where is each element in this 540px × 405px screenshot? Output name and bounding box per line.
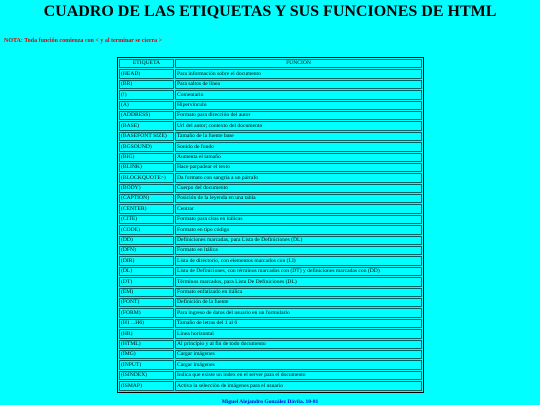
function-cell: Formato para dirección del autor (175, 111, 422, 120)
table-row (119, 371, 422, 380)
tag-cell: (IMG) (119, 350, 174, 359)
table-row (119, 288, 422, 297)
function-cell: Para saltos de línea (175, 80, 422, 89)
tag-cell: (ADDRESS) (119, 111, 174, 120)
function-cell: Url del autor; contexto del documento (175, 121, 422, 130)
tag-cell: (BLOCKQUOTE>) (119, 173, 174, 182)
table-row (119, 132, 422, 141)
tag-cell: (ISMAP) (119, 381, 174, 390)
function-cell: Términos marcados, para Lista De Definiciones (DL) (175, 277, 422, 286)
function-cell: Hace parpadear el texto (175, 163, 422, 172)
table-row (119, 256, 422, 265)
function-cell: Definiciones marcadas, para Lista de Definiciones (DL) (175, 236, 422, 245)
table-row (119, 184, 422, 193)
table-row (119, 163, 422, 172)
page-title: CUADRO DE LAS ETIQUETAS Y SUS FUNCIONES DE HTML (43, 3, 497, 20)
tag-cell: (BIG) (119, 153, 174, 162)
tag-cell: (A) (119, 101, 174, 110)
table-row (119, 90, 422, 99)
tag-cell: (H1 ...H6) (119, 319, 174, 328)
tag-cell: (BASE) (119, 121, 174, 130)
column-header-funcion: FUNCIÓN (175, 59, 422, 68)
tag-cell: (BLINK) (119, 163, 174, 172)
tag-cell: (EM) (119, 288, 174, 297)
table-row (119, 329, 422, 338)
tag-cell: (DL) (119, 267, 174, 276)
table-row (119, 121, 422, 130)
tag-cell: (HTML) (119, 340, 174, 349)
author-footer: Miguel Alejandro González Dávila. 10-01 (221, 399, 319, 405)
function-cell: Lista de directorio, con elementos marcados con (LI) (175, 256, 422, 265)
function-cell: Posición de la leyenda en una tabla (175, 194, 422, 203)
table-row (119, 340, 422, 349)
function-cell: Cuerpo del documento (175, 184, 422, 193)
function-cell: Formato en tipo código (175, 225, 422, 234)
table-row (119, 194, 422, 203)
table-row (119, 246, 422, 255)
function-cell: Para ingreso de datos del usuario en un formulario (175, 308, 422, 317)
tag-cell: (BR) (119, 80, 174, 89)
table-row (119, 153, 422, 162)
tag-cell: (HR) (119, 329, 174, 338)
function-cell: Cargar imágenes (175, 360, 422, 369)
tag-cell: (CODE) (119, 225, 174, 234)
table-row (119, 204, 422, 213)
function-cell: Da formato con sangría a un párrafo (175, 173, 422, 182)
table-row (119, 80, 422, 89)
table-row (119, 298, 422, 307)
function-cell: Lista de Definiciones, con términos marcados con (DT) y definiciones marcadas con (DD) (175, 267, 422, 276)
tag-cell: (CENTER) (119, 204, 174, 213)
table-row (119, 308, 422, 317)
tag-cell: (BASEFONT SIZE) (119, 132, 174, 141)
function-cell: Para información sobre el documento (175, 69, 422, 78)
table-row (119, 360, 422, 369)
function-cell: Formato para citas en itálicas (175, 215, 422, 224)
tag-cell: (DT) (119, 277, 174, 286)
table-row (119, 69, 422, 78)
function-cell: Comentario (175, 90, 422, 99)
tag-cell: (DFN) (119, 246, 174, 255)
function-cell: Formato en itálica (175, 246, 422, 255)
table-row (119, 215, 422, 224)
tags-table (117, 57, 424, 393)
function-cell: Hipervínculo (175, 101, 422, 110)
table-row (119, 111, 422, 120)
function-cell: Línea horizontal (175, 329, 422, 338)
table-row (119, 225, 422, 234)
tag-cell: (INPUT) (119, 360, 174, 369)
tag-cell: (BGSOUND) (119, 142, 174, 151)
table-row (119, 319, 422, 328)
note-text: NOTA: Toda función comienza con < y al terminar se cierra > (4, 38, 163, 44)
table-row (119, 267, 422, 276)
tag-cell: (DIR) (119, 256, 174, 265)
function-cell: Cargar imágenes (175, 350, 422, 359)
tag-cell: (DD) (119, 236, 174, 245)
table-row (119, 236, 422, 245)
function-cell: Activa la selección de imágenes para el usuario (175, 381, 422, 390)
table-row (119, 350, 422, 359)
table-row (119, 381, 422, 390)
tag-cell: (ISINDEX) (119, 371, 174, 380)
tag-cell: (HEAD) (119, 69, 174, 78)
table-row (119, 101, 422, 110)
function-cell: Tamaño de la fuente base (175, 132, 422, 141)
table-row (119, 173, 422, 182)
tag-cell: (!) (119, 90, 174, 99)
table-row (119, 142, 422, 151)
function-cell: Tamaño de letras del 1 al 6 (175, 319, 422, 328)
column-header-etiqueta: ETIQUETA (119, 59, 174, 68)
table-body (119, 69, 422, 390)
function-cell: Aumenta el tamaño (175, 153, 422, 162)
table-header-row (119, 59, 422, 68)
function-cell: Indica que existe un index en el server para el documento (175, 371, 422, 380)
tag-cell: (CAPTION) (119, 194, 174, 203)
tag-cell: (CITE) (119, 215, 174, 224)
function-cell: Definición de la fuente (175, 298, 422, 307)
tag-cell: (FORM) (119, 308, 174, 317)
function-cell: Formato enfatizado en itálica (175, 288, 422, 297)
tag-cell: (FONT) (119, 298, 174, 307)
table-row (119, 277, 422, 286)
function-cell: Centrar (175, 204, 422, 213)
tag-cell: (BODY) (119, 184, 174, 193)
function-cell: Sonido de fondo (175, 142, 422, 151)
function-cell: Al principio y al fin de todo documento (175, 340, 422, 349)
